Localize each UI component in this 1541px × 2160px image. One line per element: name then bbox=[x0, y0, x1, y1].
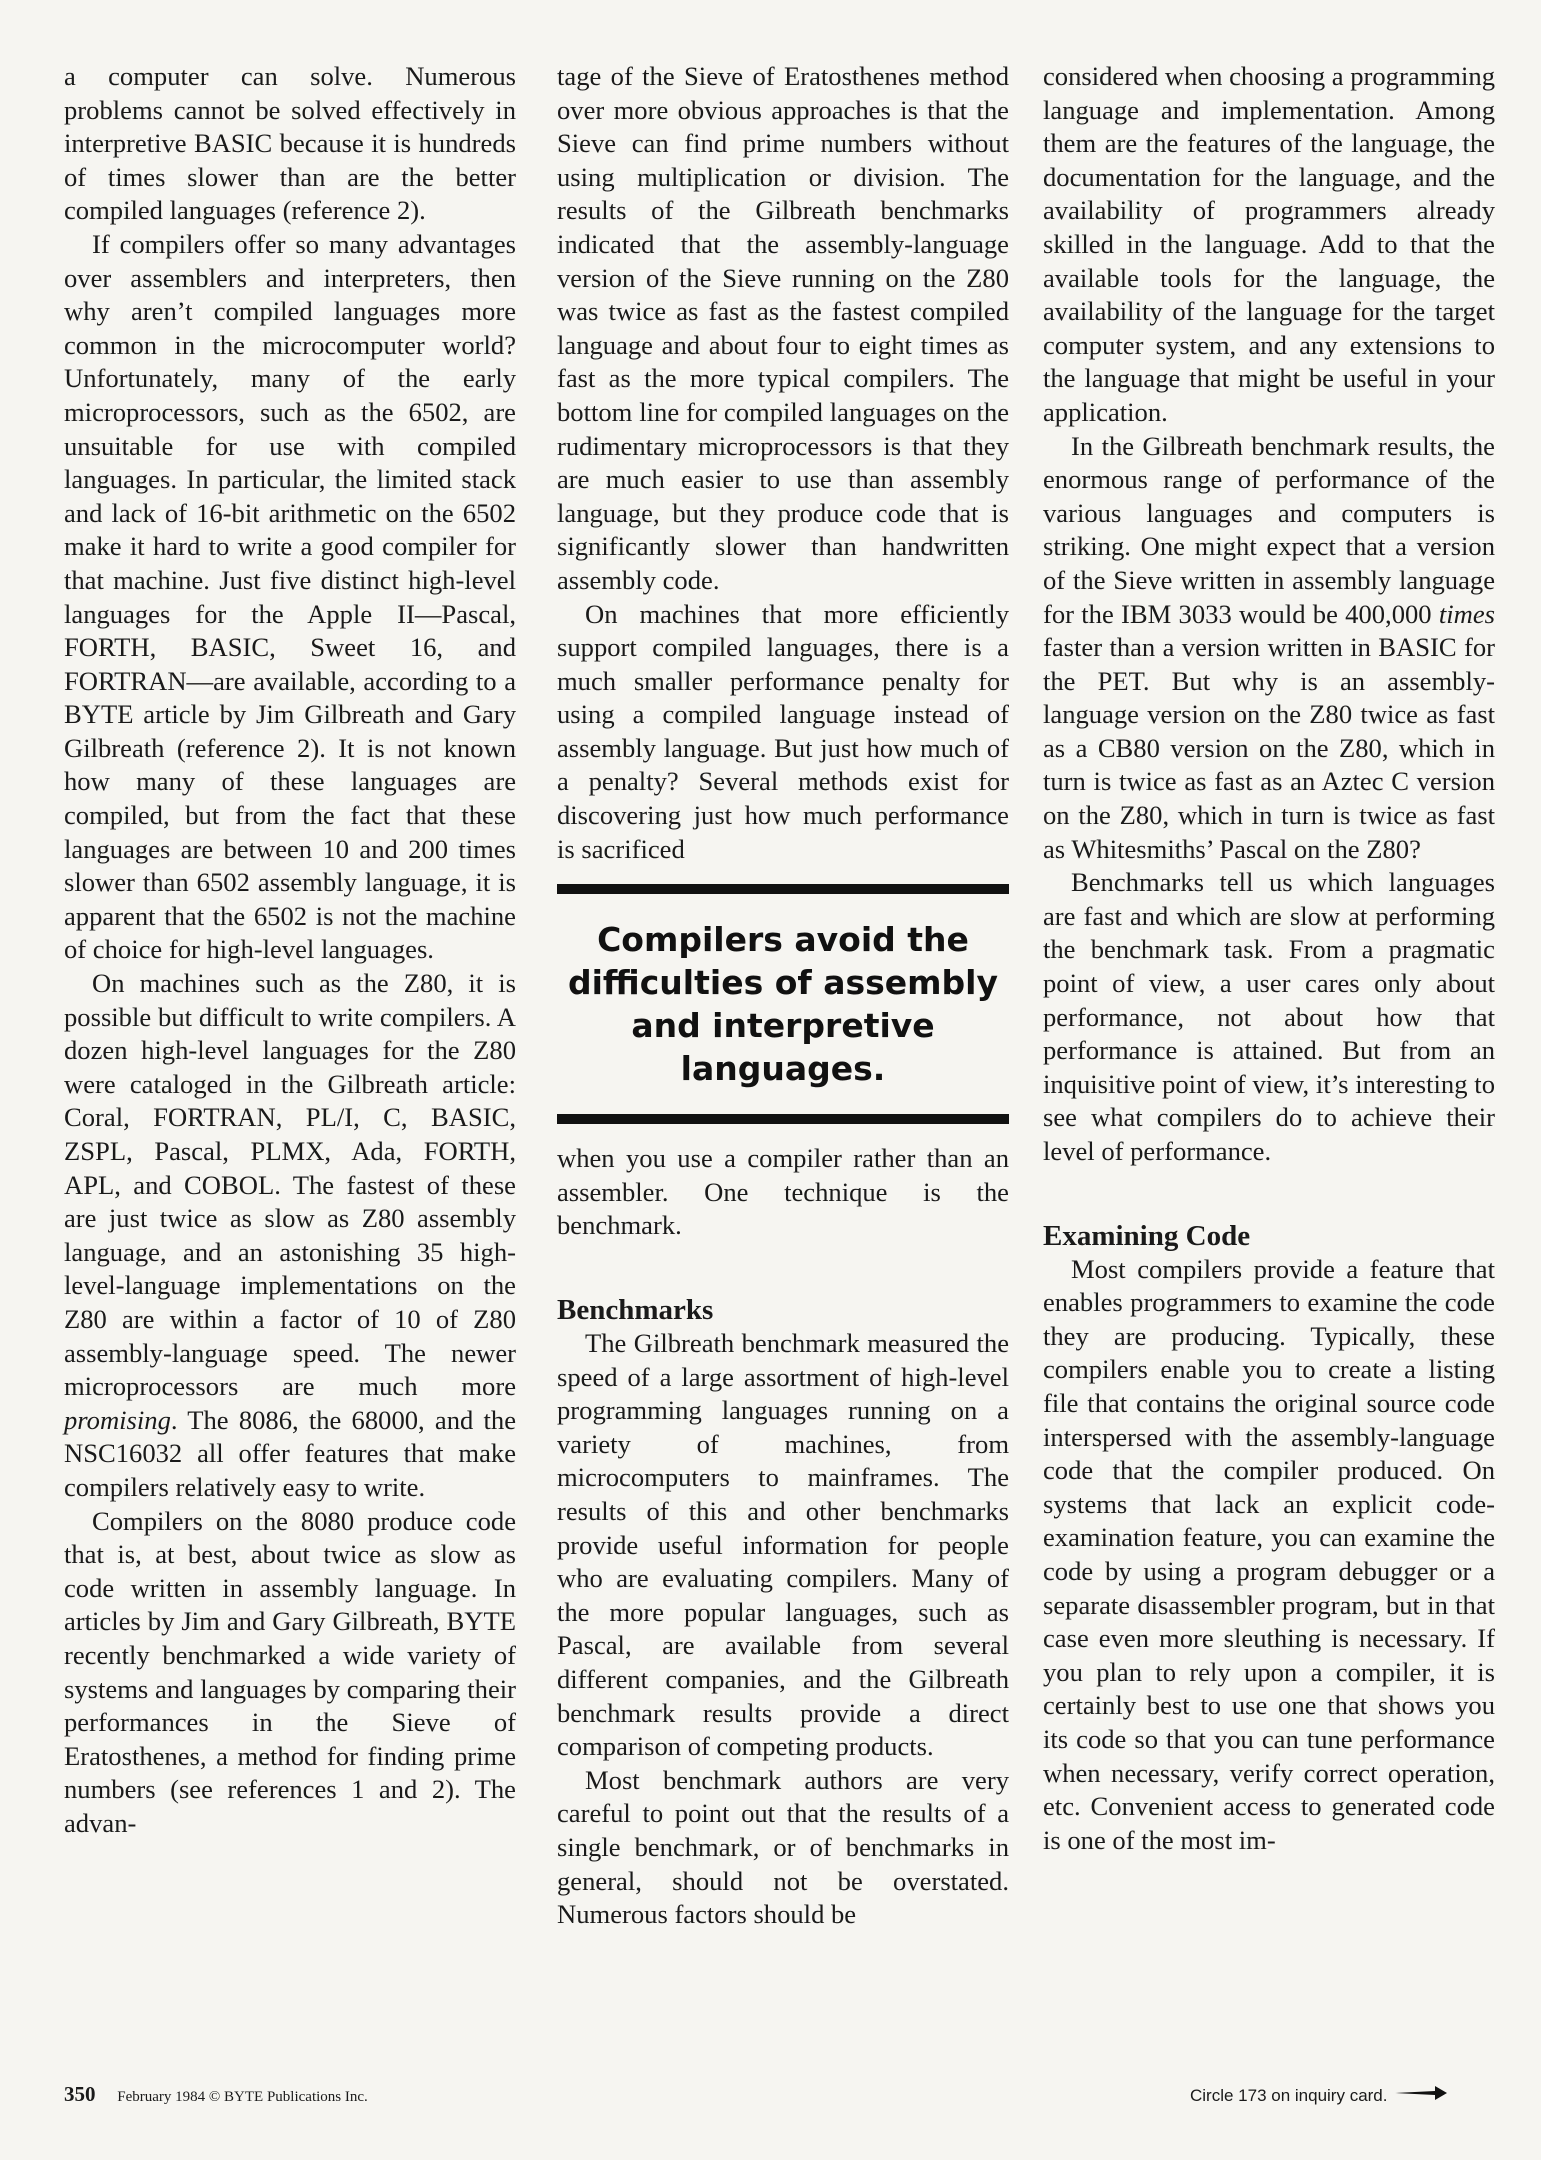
paragraph: If compilers offer so many advantages over assemblers and interpreters, then why aren’t compiled languages more common in the microcomputer world? Unfortunately, many of the early microprocessors, such as the 6502, are unsuitable for use with compiled languages. In particular, the limited stack and lack of 16-bit arithmetic on the 6502 make it hard to write a good compiler for that machine. Just five distinct high-level languages for the Apple II—Pascal, FORTH, BASIC, Sweet 16, and FORTRAN—are available, according to a BYTE article by Jim Gilbreath and Gary Gilbreath (reference 2). It is not known how many of these languages are compiled, but from the fact that these languages are between 10 and 200 times slower than 6502 assembly language, it is apparent that the 6502 is not the machine of choice for high-level languages. bbox=[64, 228, 516, 965]
text-run: In the Gilbreath benchmark results, the enormous range of performance of the various languages and computers is striking. One might expect that a version of the Sieve written in assembly language for the IBM 3033 would be 400,000 bbox=[1043, 430, 1495, 629]
pull-quote-bottom-rule bbox=[557, 1114, 1009, 1124]
article-column-1 bbox=[64, 60, 516, 1840]
arrow-right-icon bbox=[1395, 2084, 1447, 2108]
page-number: 350 bbox=[64, 2082, 96, 2106]
article-column-2 bbox=[557, 60, 1009, 1932]
section-gap bbox=[1043, 1169, 1495, 1201]
paragraph: tage of the Sieve of Eratosthenes method over more obvious approaches is that the Sieve can find prime numbers without using multiplication or division. The results of the Gilbreath benchmarks indicated that the assembly-language version of the Sieve running on the Z80 was twice as fast as the fastest compiled language and about four to eight times as fast as the more typical compilers. The bottom line for compiled languages on the rudimentary microprocessors is that they are much easier to use than assembly language, but they produce code that is significantly slower than handwritten assembly code. bbox=[557, 61, 1009, 595]
paragraph: considered when choosing a programming language and implementation. Among them are the features of the language, the documentation for the language, and the availability of programmers already skilled in the language. Add to that the available tools for the language, the availability of the language for the target computer system, and any extensions to the language that might be useful in your application. bbox=[1043, 61, 1495, 427]
paragraph: Most compilers provide a feature that enables programmers to examine the code they are producing. Typically, these compilers enable you to create a listing file that contains the original source code interspersed with the assembly-language code that the compiler produced. On systems that lack an explicit code-examination feature, you can examine the code by using a program debugger or a separate disassembler program, but in that case even more sleuthing is necessary. If you plan to rely upon a compiler, it is certainly best to use one that shows you its code so that you can tune performance when necessary, verify correct operation, etc. Convenient access to generated code is one of the most im- bbox=[1043, 1253, 1495, 1855]
paragraph: On machines that more efficiently support compiled languages, there is a much smaller performance penalty for using a compiled language instead of assembly language. But just how much of a penalty? Several methods exist for discovering just how much performance is sacrificed bbox=[557, 598, 1009, 864]
section-heading-examining-code: Examining Code bbox=[1043, 1219, 1251, 1252]
pull-quote-box bbox=[557, 884, 1009, 1124]
inquiry-notice bbox=[1190, 2084, 1447, 2108]
paragraph: Most benchmark authors are very careful to point out that the results of a single benchmark, or of benchmarks in general, should not be overstated. Numerous factors should be bbox=[557, 1764, 1009, 1930]
emphasis-text: promising bbox=[64, 1404, 171, 1435]
pull-quote: Compilers avoid the difficulties of assembly and interpretive languages. bbox=[568, 920, 998, 1089]
paragraph: when you use a compiler rather than an assembler. One technique is the benchmark. bbox=[557, 1143, 1009, 1241]
paragraph bbox=[64, 967, 516, 1505]
page-footer bbox=[64, 2082, 368, 2109]
issue-info: February 1984 © BYTE Publications Inc. bbox=[117, 2089, 368, 2105]
article-column-3 bbox=[1043, 60, 1495, 1857]
paragraph bbox=[1043, 430, 1495, 867]
paragraph: The Gilbreath benchmark measured the speed of a large assortment of high-level programming languages running on a variety of machines, from microcomputers to mainframes. The results of this and other benchmarks provide useful information for people who are evaluating compilers. Many of the more popular languages, such as Pascal, are available from several different companies, and the Gilbreath benchmark results provide a direct comparison of competing products. bbox=[557, 1328, 1009, 1762]
paragraph: Benchmarks tell us which languages are fast and which are slow at performing the benchmark task. From a pragmatic point of view, a user cares only about performance, not about how that performance is attained. But from an inquisitive point of view, it’s interesting to see what compilers do to achieve their level of performance. bbox=[1043, 867, 1495, 1166]
text-run: . The 8086, the 68000, and the NSC16032 all offer features that make compilers relatively easy to write. bbox=[64, 1404, 516, 1502]
paragraph: Compilers on the 8080 produce code that is, at best, about twice as slow as code written in assembly language. In articles by Jim and Gary Gilbreath, BYTE recently benchmarked a wide variety of systems and languages by comparing their performances in the Sieve of Eratosthenes, a method for finding prime numbers (see references 1 and 2). The advan- bbox=[64, 1505, 516, 1838]
pull-quote-top-rule bbox=[557, 884, 1009, 894]
emphasis-text: times bbox=[1438, 598, 1495, 629]
inquiry-text: Circle 173 on inquiry card. bbox=[1190, 2086, 1388, 2105]
text-run: faster than a version written in BASIC for the PET. But why is an assembly-language version on the Z80 twice as fast as a CB80 version on the Z80, which in turn is twice as fast as an Aztec C version on the Z80, which in turn is twice as fast as Whitesmiths’ Pascal on the Z80? bbox=[1043, 632, 1495, 864]
section-gap bbox=[557, 1243, 1009, 1275]
paragraph: a computer can solve. Numerous problems cannot be solved effectively in interpretive BASIC because it is hundreds of times slower than are the better compiled languages (reference 2). bbox=[64, 61, 516, 226]
text-run: On machines such as the Z80, it is possible but difficult to write compilers. A dozen high-level languages for the Z80 were cataloged in the Gilbreath article: Coral, FORTRAN, PL/I, C, BASIC, ZSPL, Pascal, PLMX, Ada, FORTH, APL, and COBOL. The fastest of these are just twice as slow as Z80 assembly language, and an astonishing 35 high-level-language implementations on the Z80 are within a factor of 10 of Z80 assembly-language speed. The newer microprocessors are much more bbox=[64, 968, 516, 1402]
section-heading-benchmarks: Benchmarks bbox=[557, 1294, 714, 1327]
